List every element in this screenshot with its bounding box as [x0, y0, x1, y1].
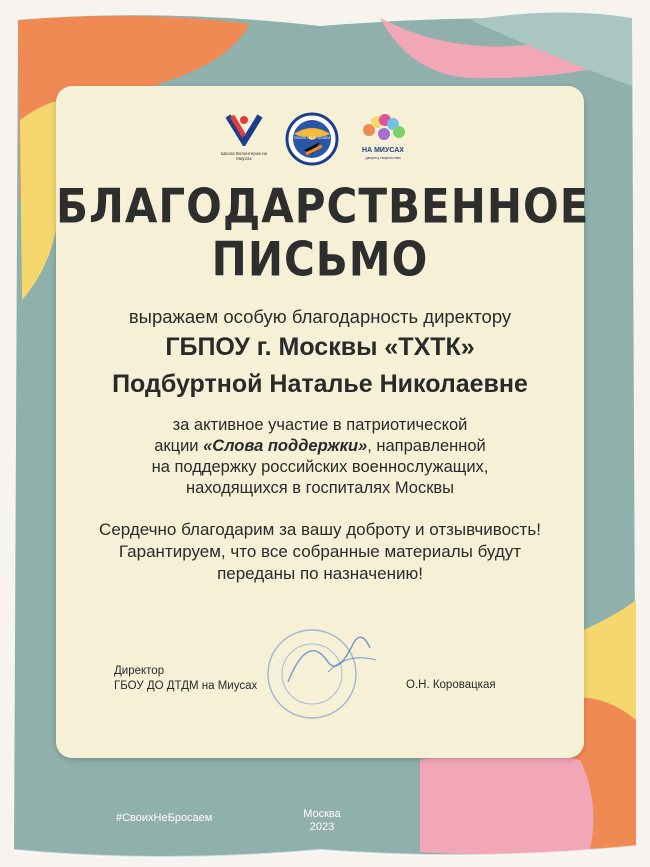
- emblem-logo: [282, 112, 342, 171]
- official-stamp: [258, 612, 388, 722]
- para1-suffix: , направленной: [367, 437, 486, 455]
- footer-place-date: [290, 808, 354, 834]
- para1-line-1: за активное участие в патриотической: [172, 416, 468, 434]
- title-line-1: БЛАГОДАРСТВЕННОЕ: [56, 179, 590, 234]
- para2-line-3: переданы по назначению!: [217, 564, 423, 583]
- para2-line-1: Сердечно благодарим за вашу доброту и отзывчивость!: [99, 520, 541, 539]
- footer-year: 2023: [309, 821, 335, 833]
- intro-text: выражаем особую благодарность директору: [128, 306, 512, 327]
- miusah-subtitle: дворец творчества: [365, 155, 401, 160]
- signatory-role: Директор: [114, 665, 165, 677]
- volunteer-heart-icon: [224, 112, 264, 146]
- footer-city: Москва: [303, 808, 341, 820]
- action-name: «Слова поддержки»: [203, 437, 368, 455]
- para1-line-3: на поддержку российских военнослужащих,: [151, 458, 489, 476]
- hashtag: #СвоихНеБросаем: [116, 812, 213, 824]
- para1-prefix: акции: [154, 437, 204, 455]
- organization-name: ГБПОУ г. Москвы «ТХТК»: [165, 333, 475, 361]
- signatory-name: О.Н. Коровацкая: [406, 679, 496, 691]
- volunteer-school-logo: [216, 112, 272, 161]
- emblem-text: СВОИХ НЕ БРОСАЕМ: [293, 136, 331, 140]
- gratitude-paragraph: [56, 519, 584, 585]
- para2-line-2: Гарантируем, что все собранные материалы будут: [118, 542, 522, 561]
- recipient-name: Подбуртной Наталье Николаевне: [112, 370, 528, 398]
- title-line-2: ПИСЬМО: [211, 232, 429, 287]
- miusah-logo: [350, 112, 416, 160]
- signatory-block: [114, 664, 257, 694]
- hands-icon: [359, 112, 407, 142]
- para1-line-4: находящихся в госпиталях Москвы: [185, 479, 455, 497]
- para1-line-2: [56, 436, 584, 457]
- volunteer-caption: Школа Волонтеров на Миусах: [220, 151, 268, 161]
- participation-paragraph: [56, 415, 584, 499]
- signatory-institution: ГБОУ ДО ДТДМ на Миусах: [114, 680, 258, 692]
- logo-row: [0, 112, 650, 166]
- miusah-title: НА МИУСАХ: [362, 147, 404, 154]
